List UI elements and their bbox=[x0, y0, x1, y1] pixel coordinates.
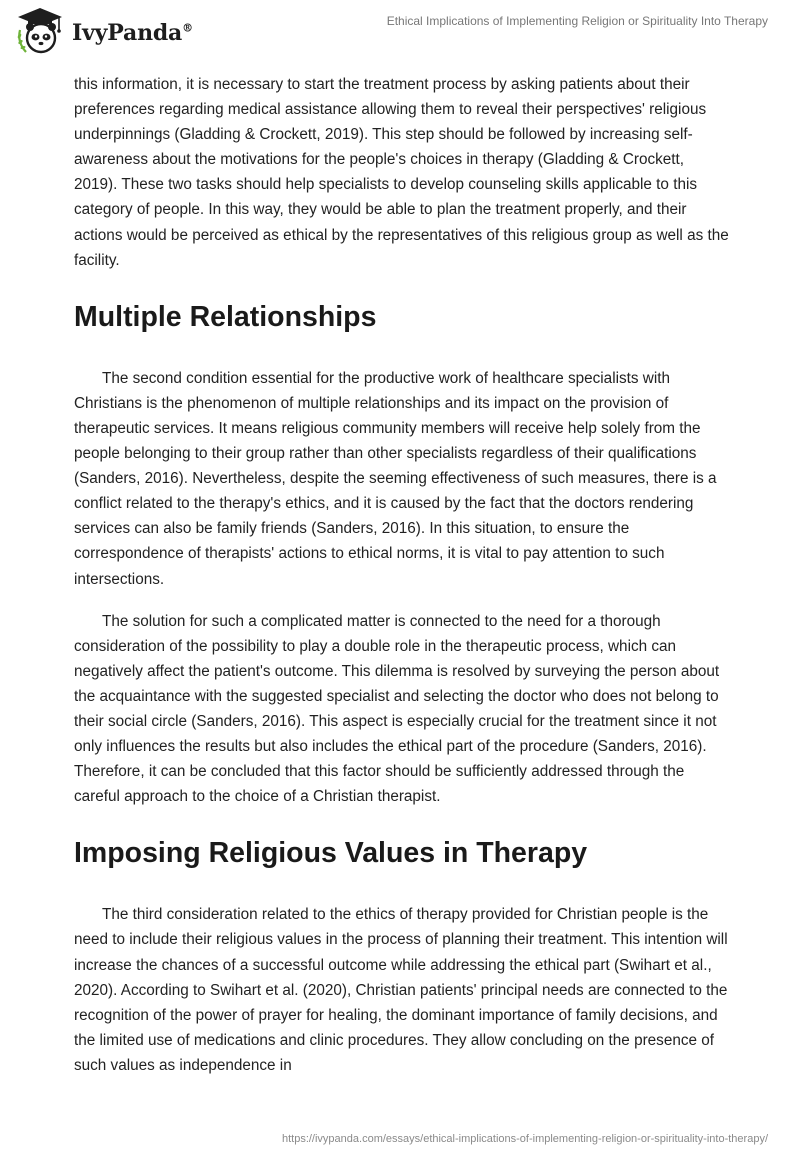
paragraph-multiple-relationships-1: The second condition essential for the productive work of healthcare specialists with Christians is the phenomenon of multiple relationships and its impact on the provision of therapeutic services. It means religious community members will receive help solely from the people belonging to their group rather than other specialists regardless of their qualifications (Sanders, 2016). Nevertheless, despite the seeming effectiveness of such measures, there is a conflict related to the therapy's ethics, and it is caused by the fact that the doctors rendering services can also be family friends (Sanders, 2016). In this situation, to ensure the correspondence of therapists' actions to ethical norms, it is vital to pay attention to such intersections. bbox=[74, 369, 717, 588]
paragraph-continuation: this information, it is necessary to start the treatment process by asking patients about their preferences regarding medical assistance allowing them to reveal their perspectives' religious underpinnings (Gladding & Crockett, 2019). This step should be followed by increasing self-awareness about the motivations for the people's choices in therapy (Gladding & Crockett, 2019). These two tasks should help specialists to develop counseling skills applicable to this category of people. In this way, they would be able to plan the treatment properly, and their actions would be perceived as ethical by the representatives of this religious group as well as the facility. bbox=[74, 76, 729, 269]
heading-imposing-religious-values: Imposing Religious Values in Therapy bbox=[74, 837, 588, 870]
panda-graduate-icon bbox=[14, 6, 66, 56]
source-url[interactable]: https://ivypanda.com/essays/ethical-implications-of-implementing-religion-or-spirituality-into-therapy/ bbox=[281, 1133, 768, 1145]
ivypanda-logo[interactable] bbox=[14, 6, 193, 56]
logo-wordmark bbox=[72, 20, 193, 46]
paragraph-imposing-religious-values: The third consideration related to the ethics of therapy provided for Christian people is the need to include their religious values in the process of planning their treatment. This intention will increase the chances of a successful outcome while addressing the ethical part (Swihart et al., 2020). According to Swihart et al. (2020), Christian patients' principal needs are connected to the recognition of the power of prayer for healing, the dominant importance of family decisions, and the limited use of medications and clinic procedures. They allow concluding on the presence of such values as independence in bbox=[74, 906, 728, 1074]
essay-body bbox=[74, 72, 730, 1095]
paragraph-multiple-relationships-2: The solution for such a complicated matter is connected to the need for a thorough consideration of the possibility to play a double role in the therapeutic process, which can negatively affect the patient's outcome. This dilemma is resolved by surveying the person about the acquaintance with the suggested specialist and selecting the doctor who does not belong to their social circle (Sanders, 2016). This aspect is especially crucial for the treatment since it not only influences the results but also includes the ethical part of the procedure (Sanders, 2016). Therefore, it can be concluded that this factor should be sufficiently addressed through the careful approach to the choice of a Christian therapist. bbox=[74, 612, 720, 806]
logo-wordmark-text: IvyPanda bbox=[72, 20, 183, 46]
page-header bbox=[0, 0, 800, 64]
heading-multiple-relationships: Multiple Relationships bbox=[74, 300, 377, 333]
document-title: Ethical Implications of Implementing Religion or Spirituality Into Therapy bbox=[386, 14, 768, 28]
registered-mark: ® bbox=[182, 21, 193, 35]
